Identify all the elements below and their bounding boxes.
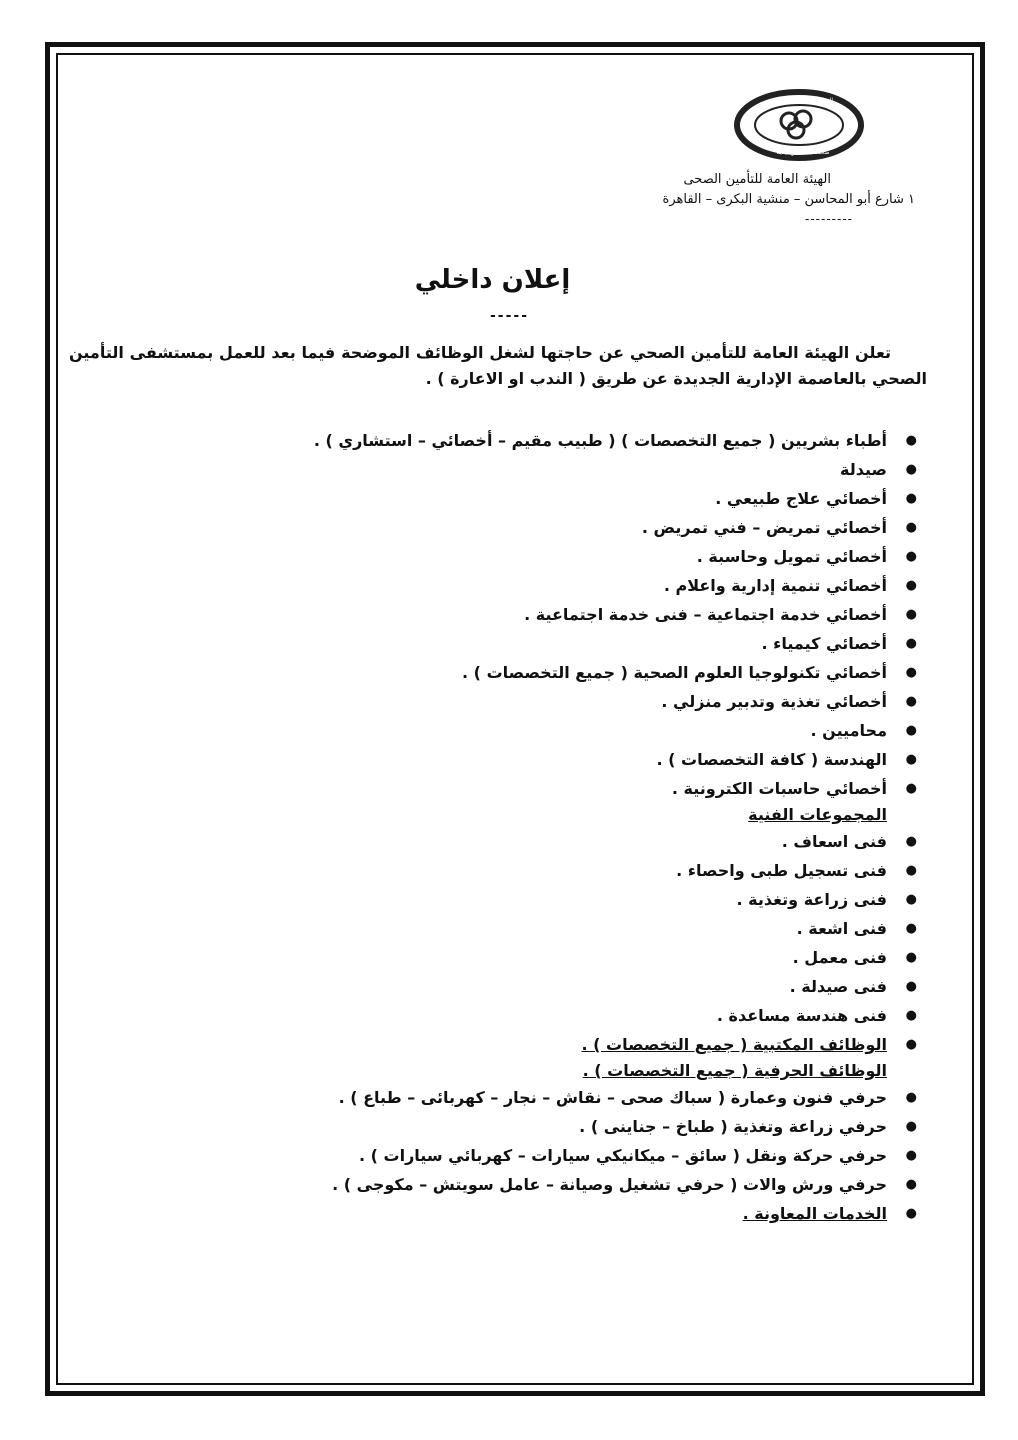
jobs-list	[107, 426, 917, 1228]
bullet-icon: ●	[905, 694, 917, 709]
bullet-icon: ●	[905, 549, 917, 564]
title-underline: -----	[490, 308, 530, 324]
list-item	[107, 426, 917, 455]
support-services: الخدمات المعاونة .	[742, 1204, 887, 1223]
job-title: أخصائي تكنولوجيا العلوم الصحية ( جميع التخصصات ) .	[462, 663, 887, 682]
organization-logo	[733, 88, 865, 162]
bullet-icon: ●	[905, 892, 917, 907]
job-title: فنى زراعة وتغذية .	[736, 890, 887, 909]
organization-info	[663, 170, 915, 210]
bullet-icon: ●	[905, 1037, 917, 1052]
bullet-icon: ●	[905, 950, 917, 965]
job-title: صيدلة	[840, 460, 887, 479]
list-item	[107, 856, 917, 885]
bullet-icon: ●	[905, 1090, 917, 1105]
job-title: فنى اشعة .	[796, 919, 887, 938]
bullet-icon: ●	[905, 834, 917, 849]
list-item	[107, 885, 917, 914]
job-title: أخصائي تمويل وحاسبة .	[696, 547, 887, 566]
logo-bottom-text: صحتك أمانه بين أيدينا	[776, 149, 830, 156]
job-title: أخصائي تنمية إدارية واعلام .	[663, 576, 887, 595]
job-title: أخصائي خدمة اجتماعية – فنى خدمة اجتماعية .	[524, 605, 887, 624]
job-title: حرفي حركة ونقل ( سائق – ميكانيكي سيارات – كهربائي سيارات ) .	[358, 1146, 887, 1165]
section-heading-technical: المجموعات الفنية	[748, 805, 887, 824]
job-title: فنى تسجيل طبى واحصاء .	[676, 861, 887, 880]
bullet-icon: ●	[905, 1119, 917, 1134]
list-item	[107, 600, 917, 629]
section-heading-crafts	[107, 1059, 887, 1083]
list-item	[107, 455, 917, 484]
list-item	[107, 745, 917, 774]
organization-address: ١ شارع أبو المحاسن – منشية البكرى – القاهرة	[662, 192, 915, 207]
bullet-icon: ●	[905, 1008, 917, 1023]
list-item	[107, 1170, 917, 1199]
bullet-icon: ●	[905, 433, 917, 448]
job-title: فنى هندسة مساعدة .	[716, 1006, 887, 1025]
bullet-icon: ●	[905, 781, 917, 796]
bullet-icon: ●	[905, 921, 917, 936]
bullet-icon: ●	[905, 578, 917, 593]
list-item	[107, 484, 917, 513]
job-title: حرفي ورش والات ( حرفي تشغيل وصيانة – عامل سويتش – مكوجى ) .	[332, 1175, 887, 1194]
job-title: حرفي زراعة وتغذية ( طباخ – جناينى ) .	[579, 1117, 887, 1136]
bullet-icon: ●	[905, 752, 917, 767]
list-item	[107, 914, 917, 943]
bullet-icon: ●	[905, 1177, 917, 1192]
page-title: إعلان داخلي	[414, 265, 571, 295]
list-item	[107, 658, 917, 687]
list-item	[107, 513, 917, 542]
job-title: محاميين .	[810, 721, 887, 740]
logo-top-text: الهيئة العامة للتأمين الصحى	[764, 97, 834, 104]
list-item	[107, 1112, 917, 1141]
job-title: أطباء بشريين ( جميع التخصصات ) ( طبيب مقيم – أخصائي – استشاري ) .	[313, 431, 887, 450]
list-item	[107, 943, 917, 972]
list-item	[107, 1030, 917, 1059]
job-title: أخصائي حاسبات الكترونية .	[671, 779, 887, 798]
list-item	[107, 972, 917, 1001]
list-item	[107, 827, 917, 856]
job-title: فنى اسعاف .	[781, 832, 887, 851]
list-item	[107, 629, 917, 658]
list-item	[107, 1141, 917, 1170]
job-title: حرفي فنون وعمارة ( سباك صحى – نقاش – نجار – كهربائى – طباع ) .	[338, 1088, 887, 1107]
list-item	[107, 687, 917, 716]
bullet-icon: ●	[905, 1206, 917, 1221]
list-item	[107, 1083, 917, 1112]
list-item	[107, 716, 917, 745]
job-title: فنى صيدلة .	[789, 977, 887, 996]
job-title: أخصائي تغذية وتدبير منزلي .	[661, 692, 887, 711]
bullet-icon: ●	[905, 520, 917, 535]
list-item	[107, 1001, 917, 1030]
job-title: أخصائي كيمياء .	[761, 634, 887, 653]
crafts-heading: الوظائف الحرفية ( جميع التخصصات ) .	[582, 1061, 887, 1080]
bullet-icon: ●	[905, 636, 917, 651]
clerical-jobs: الوظائف المكتبية ( جميع التخصصات ) .	[581, 1035, 887, 1054]
job-title: فنى معمل .	[792, 948, 887, 967]
job-title: أخصائي تمريض – فني تمريض .	[641, 518, 887, 537]
bullet-icon: ●	[905, 979, 917, 994]
list-item	[107, 774, 917, 803]
bullet-icon: ●	[905, 723, 917, 738]
list-item	[107, 542, 917, 571]
list-item	[107, 1199, 917, 1228]
bullet-icon: ●	[905, 665, 917, 680]
bullet-icon: ●	[905, 462, 917, 477]
job-title: أخصائي علاج طبيعي .	[715, 489, 887, 508]
bullet-icon: ●	[905, 863, 917, 878]
list-item	[107, 571, 917, 600]
job-title: الهندسة ( كافة التخصصات ) .	[656, 750, 887, 769]
bullet-icon: ●	[905, 1148, 917, 1163]
bullet-icon: ●	[905, 607, 917, 622]
header-separator: ---------	[805, 212, 853, 226]
organization-name: الهيئة العامة للتأمين الصحى	[683, 172, 831, 187]
intro-paragraph: تعلن الهيئة العامة للتأمين الصحي عن حاجتها لشغل الوظائف الموضحة فيما بعد للعمل بمستشفى التأمين الصحي بالعاصمة الإدارية الجديدة عن طريق ( الندب او الاعارة ) .	[69, 343, 927, 388]
bullet-icon: ●	[905, 491, 917, 506]
